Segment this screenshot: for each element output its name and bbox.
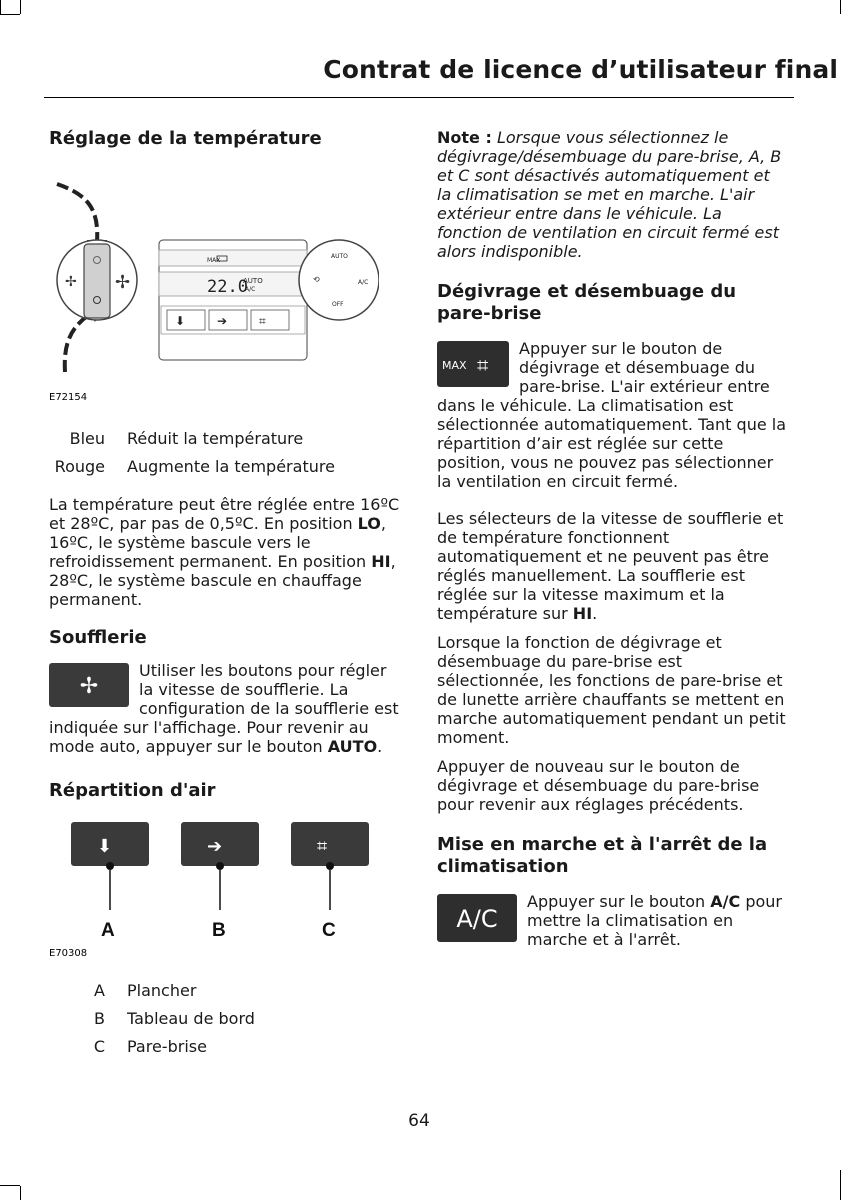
crop-mark xyxy=(20,1186,21,1200)
arrow-up-icon xyxy=(65,312,93,372)
key-row xyxy=(49,425,405,453)
svg-text:➔: ➔ xyxy=(217,314,228,328)
hi-label: HI xyxy=(371,552,391,571)
ac-button[interactable]: A/C xyxy=(358,279,369,286)
text-segment: Utiliser les boutons pour régler la vitesse de soufflerie. La configuration de la soufflerie est indiquée sur l'affichage. Pour revenir au mode auto, appuyer sur le bouton xyxy=(49,661,399,756)
fan-section xyxy=(49,661,405,756)
windshield-button xyxy=(291,822,369,866)
key-row xyxy=(49,1005,405,1033)
page-title: Contrat de licence d’utilisateur final xyxy=(323,55,838,84)
temp-paragraph xyxy=(49,495,405,609)
windshield-icon: ⌗ xyxy=(317,836,328,857)
off-button[interactable]: OFF xyxy=(332,301,344,308)
climate-panel-figure xyxy=(49,180,379,380)
text-segment: , 28ºC, le système bascule en chauffage permanent. xyxy=(49,552,396,609)
key-value: Pare-brise xyxy=(127,1037,207,1056)
crop-mark xyxy=(840,1170,841,1200)
crop-mark xyxy=(0,0,1,14)
recirculation-icon: ⟲ xyxy=(313,275,320,284)
ac-button-icon xyxy=(437,894,517,946)
air-key-list xyxy=(49,977,405,1061)
callout-b: B xyxy=(212,920,226,941)
temp-heading: Réglage de la température xyxy=(49,128,322,149)
crop-mark xyxy=(0,1185,20,1186)
crop-mark xyxy=(840,0,841,14)
air-distribution-figure xyxy=(49,816,379,946)
callout-c: C xyxy=(322,920,336,941)
text-segment: Appuyer sur le bouton xyxy=(527,892,711,911)
key-value: Tableau de bord xyxy=(127,1009,255,1028)
lo-label: LO xyxy=(357,514,381,533)
text-segment: . xyxy=(377,737,383,756)
ac-section xyxy=(437,892,789,949)
svg-text:⬇: ⬇ xyxy=(175,314,186,328)
crop-mark xyxy=(20,0,21,14)
ac-indicator: A/C xyxy=(245,286,256,293)
auto-indicator: AUTO xyxy=(243,277,263,285)
ac-label: A/C xyxy=(710,892,741,911)
air-heading: Répartition d'air xyxy=(49,780,216,801)
defrost-section xyxy=(437,339,789,491)
header-rule xyxy=(44,97,794,98)
crop-mark xyxy=(0,14,20,15)
arrow-down-icon xyxy=(57,184,97,242)
note-label: Note : xyxy=(437,128,492,147)
face-mode-button xyxy=(209,310,247,330)
auto-label: AUTO xyxy=(327,737,378,756)
text-segment: pour mettre la climatisation en marche et à l'arrêt. xyxy=(527,892,782,949)
fan-large-icon: ✢ xyxy=(115,272,131,293)
fan-small-icon: ✢ xyxy=(65,274,77,290)
floor-mode-button xyxy=(167,310,205,330)
svg-text:⌗: ⌗ xyxy=(259,314,266,328)
key-row xyxy=(49,1033,405,1061)
temp-readout: 22.0 xyxy=(207,277,248,297)
restore-paragraph: Appuyer de nouveau sur le bouton de dégivrage et désembuage du pare-brise pour revenir aux réglages précédents. xyxy=(437,757,760,814)
note-text: Lorsque vous sélectionnez le dégivrage/désembuage du pare-brise, A, B et C sont désactivés automatiquement et la climatisation se met en marche. L'air extérieur entre dans le véhicule. La fonction de ventilation en circuit fermé est alors indisponible. xyxy=(437,128,782,261)
floor-icon: ⬇ xyxy=(97,836,113,857)
text-segment: . xyxy=(592,604,598,623)
figure-id: E70308 xyxy=(49,948,88,959)
auto-button[interactable]: AUTO xyxy=(331,253,348,260)
ac-button-label: A/C xyxy=(456,905,498,933)
svg-text:✢: ✢ xyxy=(79,674,99,699)
max-defrost-button-icon xyxy=(437,341,509,391)
heated-screen-paragraph: Lorsque la fonction de dégivrage et désembuage du pare-brise est sélectionnée, les fonctions de pare-brise et de lunette arrière chauffants se mettent en marche automatiquement pendant un petit moment. xyxy=(437,633,786,747)
page-number: 64 xyxy=(408,1111,430,1131)
key-row xyxy=(49,453,405,481)
key-label: A xyxy=(94,981,105,1000)
windshield-mode-button xyxy=(251,310,289,330)
text-segment: Les sélecteurs de la vitesse de soufflerie et de température fonctionnent automatiquement et ne peuvent pas être réglés manuellement. La soufflerie est réglée sur la vitesse maximum et la température sur xyxy=(437,509,784,623)
note-paragraph xyxy=(437,128,789,261)
text-segment: La température peut être réglée entre 16ºC et 28ºC, par pas de 0,5ºC. En position xyxy=(49,495,400,533)
key-row xyxy=(49,977,405,1005)
text-segment: , 16ºC, le système bascule vers le refroidissement permanent. En position xyxy=(49,514,386,571)
key-label: Rouge xyxy=(54,457,105,476)
defrost-heading: Dégivrage et désembuage du pare-brise xyxy=(437,281,737,324)
ac-heading: Mise en marche et à l'arrêt de la climatisation xyxy=(437,834,768,877)
key-label: B xyxy=(94,1009,105,1028)
svg-text:⌗: ⌗ xyxy=(477,353,489,377)
callout-a: A xyxy=(101,920,115,941)
temp-key-list xyxy=(49,425,405,481)
key-value: Réduit la température xyxy=(127,429,304,448)
fan-button-icon xyxy=(49,663,129,711)
key-value: Plancher xyxy=(127,981,197,1000)
auto-paragraph xyxy=(437,509,789,623)
hi-label: HI xyxy=(572,604,593,623)
key-value: Augmente la température xyxy=(127,457,335,476)
dashboard-icon: ➔ xyxy=(207,836,223,857)
fan-heading: Soufflerie xyxy=(49,627,147,648)
right-column xyxy=(437,128,789,949)
key-label: C xyxy=(93,1037,105,1056)
figure-id: E72154 xyxy=(49,392,88,403)
defrost-paragraph: Appuyer sur le bouton de dégivrage et désembuage du pare-brise. L'air extérieur entre dans le véhicule. La climatisation est sélectionnée automatiquement. Tant que la répartition d’air est réglée sur cette position, vous ne pouvez pas sélectionner la ventilation en circuit fermé. xyxy=(437,339,787,491)
key-label: Bleu xyxy=(69,429,105,448)
left-column xyxy=(49,128,405,1061)
max-label: MAX xyxy=(442,359,467,372)
max-label: MAX xyxy=(207,257,221,264)
